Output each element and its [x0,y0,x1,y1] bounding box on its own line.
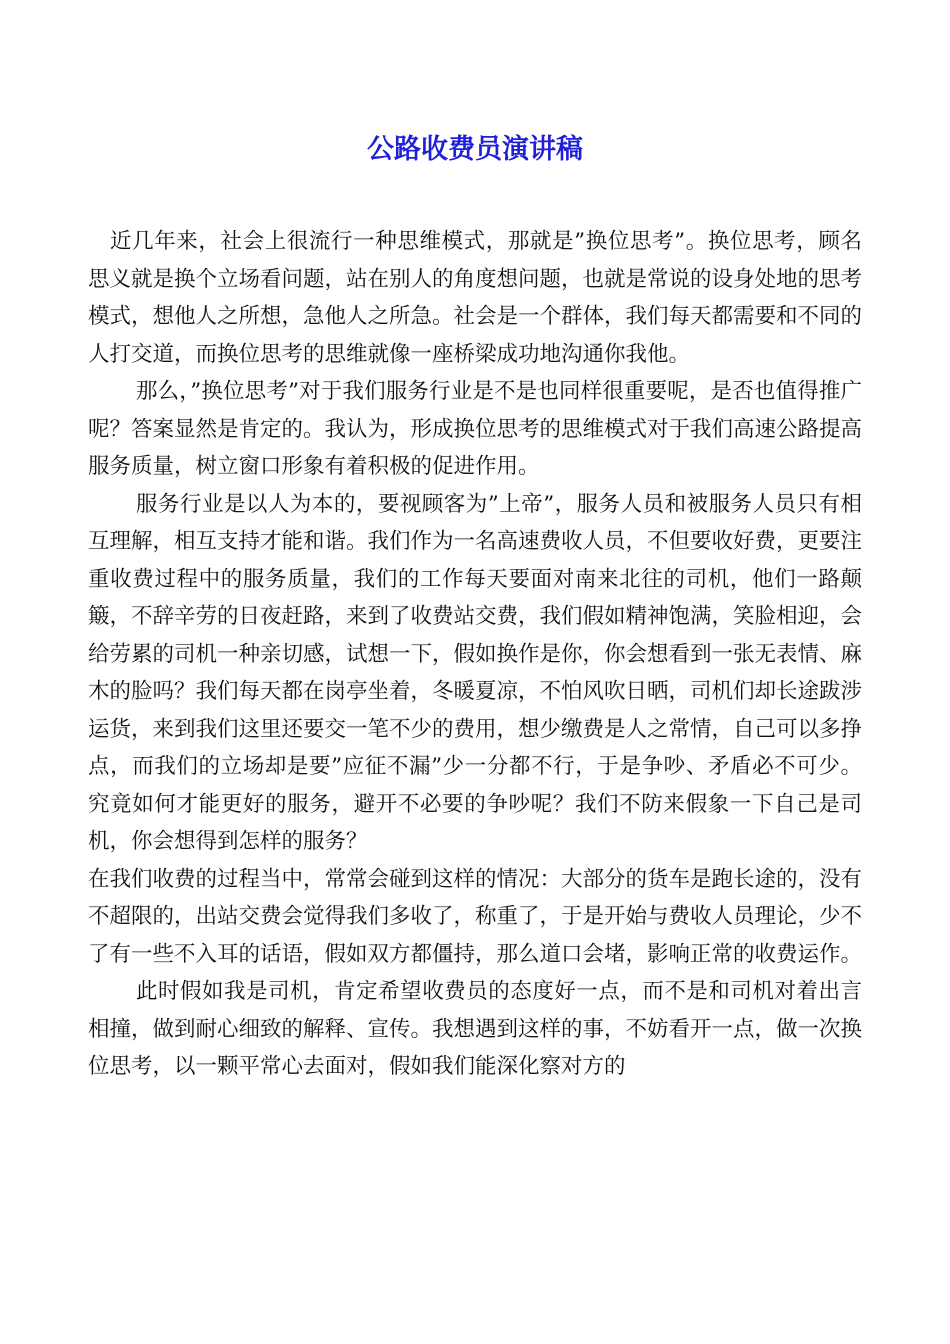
paragraph-5: 此时假如我是司机，肯定希望收费员的态度好一点，而不是和司机对着出言相撞，做到耐心细致的解释、宣传。我想遇到这样的事，不妨看开一点，做一次换位思考，以一颗平常心去面对，假如我们能深化察对方的 [88,979,863,1079]
paragraph-4: 在我们收费的过程当中，常常会碰到这样的情况：大部分的货车是跑长途的，没有不超限的，出站交费会觉得我们多收了，称重了，于是开始与费收人员理论，少不了有一些不入耳的话语，假如双方都僵持，那么道口会堵，影响正常的收费运作。 [88,866,863,967]
paragraph-1: 近几年来，社会上很流行一种思维模式，那就是”换位思考”。换位思考，顾名思义就是换个立场看问题，站在别人的角度想问题，也就是常说的设身处地的思考模式，想他人之所想，急他人之所急。社会是一个群体，我们每天都需要和不同的人打交道，而换位思考的思维就像一座桥梁成功地沟通你我他。 [88,229,863,367]
paragraph-3: 服务行业是以人为本的，要视顾客为”上帝”，服务人员和被服务人员只有相互理解，相互支持才能和谐。我们作为一名高速费收人员，不但要收好费，更要注重收费过程中的服务质量，我们的工作每天要面对南来北往的司机，他们一路颠簸，不辞辛劳的日夜赶路，来到了收费站交费，我们假如精神饱满，笑脸相迎，会给劳累的司机一种亲切感，试想一下，假如换作是你，你会想看到一张无表情、麻木的脸吗？我们每天都在岗亭坐着，冬暖夏凉，不怕风吹日晒，司机们却长途跋涉运货，来到我们这里还要交一笔不少的费用，想少缴费是人之常情，自己可以多挣点，而我们的立场却是要”应征不漏”少一分都不行，于是争吵、矛盾必不可少。究竟如何才能更好的服务，避开不必要的争吵呢？我们不防来假象一下自己是司机，你会想得到怎样的服务？ [88,491,863,854]
document-body [88,223,862,1086]
document-title: 公路收费员演讲稿 [367,134,583,165]
paragraph-2: 那么，”换位思考”对于我们服务行业是不是也同样很重要呢，是否也值得推广呢？答案显然是肯定的。我认为，形成换位思考的思维模式对于我们高速公路提高服务质量，树立窗口形象有着积极的促进作用。 [88,379,863,479]
